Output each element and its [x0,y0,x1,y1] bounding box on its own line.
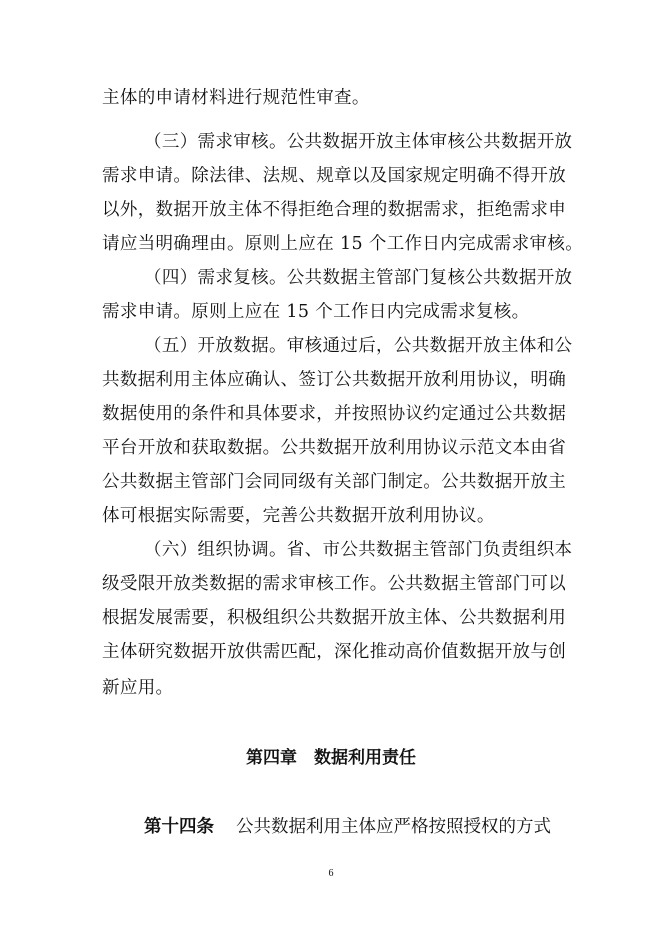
text-line: 主体的申请材料进行规范性审查。 [102,88,370,108]
text-line: 公共数据主管部门会同同级有关部门制定。公共数据开放主 [102,472,567,492]
article-number: 第十四条 [144,817,214,837]
text-line: 新应用。 [102,678,174,698]
text-line: 主体研究数据开放供需匹配，深化推动高价值数据开放与创 [102,642,567,662]
text-line: 级受限开放类数据的需求审核工作。公共数据主管部门可以 [102,574,567,594]
text-line: 平台开放和获取数据。公共数据开放利用协议示范文本由省 [102,438,567,458]
article-text: 公共数据利用主体应严格按照授权的方式 [236,817,551,837]
text-line: 需求申请。除法律、法规、规章以及国家规定明确不得开放 [102,166,567,186]
article-line [144,815,574,839]
text-line: 体可根据实际需要，完善公共数据开放利用协议。 [102,506,495,526]
text-line: 以外，数据开放主体不得拒绝合理的数据需求，拒绝需求申 [102,200,567,220]
text-line: （三）需求审核。公共数据开放主体审核公共数据开放 [144,132,573,152]
text-line: 需求申请。原则上应在 15 个工作日内完成需求复核。 [102,302,530,322]
text-line: 数据使用的条件和具体要求，并按照协议约定通过公共数据 [102,404,567,424]
text-line: 请应当明确理由。原则上应在 15 个工作日内完成需求审核。 [102,234,584,254]
text-line: 共数据利用主体应确认、签订公共数据开放利用协议，明确 [102,370,567,390]
chapter-title: 第四章 数据利用责任 [246,748,416,768]
text-line: （四）需求复核。公共数据主管部门复核公共数据开放 [144,268,573,288]
text-line: （五）开放数据。审核通过后，公共数据开放主体和公 [144,336,573,356]
text-line: （六）组织协调。省、市公共数据主管部门负责组织本 [144,540,573,560]
text-line: 根据发展需要，积极组织公共数据开放主体、公共数据利用 [102,608,567,628]
page-number: 6 [328,868,334,879]
